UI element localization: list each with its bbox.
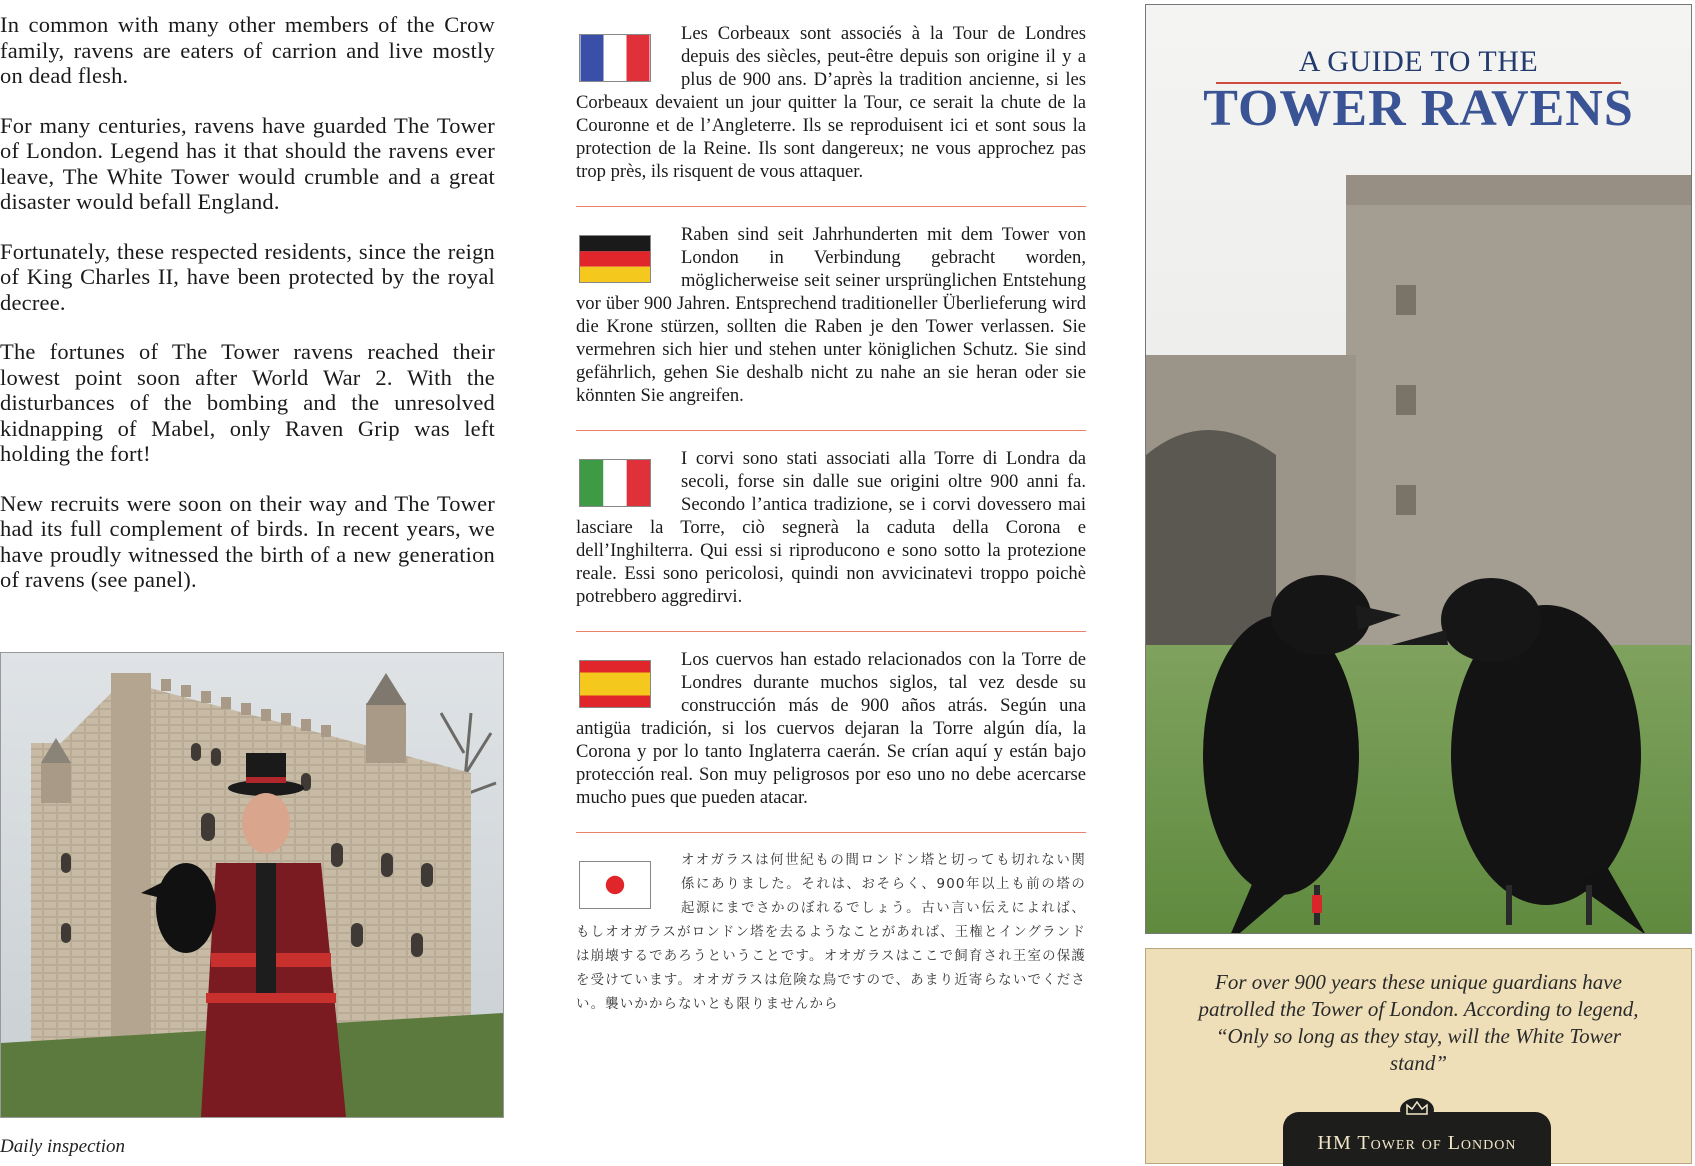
paragraph-new-recruits: New recruits were soon on their way and The Tower had its full complement of birds. In recent years, we have proudly witnessed the birth of a new generation of ravens (see panel). [0, 490, 495, 592]
translations-column [576, 22, 1086, 1017]
divider [576, 206, 1086, 207]
translation-text: Raben sind seit Jahrhunderten mit dem Tower von London in Verbindung gebracht worden, möglicherweise seit seiner ursprünglichen Entstehung vor über 900 Jahren. Entsprechend traditioneller Überlieferung wird die Krone stürzen, sollten die Raben je den Tower verlassen. Sie vermehren sich hier und stehen unter königlichen Schutz. Sie sind gefährlich, gehen Sie deshalb nicht zu nahe an sie heran oder sie könnten Sie angreifen. [576, 224, 1086, 406]
translation-italian [576, 447, 1086, 608]
spain-flag-icon [579, 660, 651, 708]
germany-flag-icon [579, 235, 651, 283]
translation-spanish [576, 648, 1086, 809]
translation-french [576, 22, 1086, 183]
badge-label: HM Tower of London [1317, 1132, 1517, 1154]
translation-japanese [576, 849, 1086, 1017]
ravens-photo [1146, 5, 1691, 933]
crown-icon [1399, 1096, 1435, 1122]
paragraph-royal-decree: Fortunately, these respected residents, since the reign of King Charles II, have been protected by the royal decree. [0, 238, 495, 315]
paragraph-guardians: For many centuries, ravens have guarded The Tower of London. Legend has it that should the ravens ever leave, The White Tower would crumble and a great disaster would befall England. [0, 112, 495, 214]
paragraph-world-war: The fortunes of The Tower ravens reached their lowest point soon after World War 2. With the disturbances of the bombing and the unresolved kidnapping of Mabel, only Raven Grip was left holding the fort! [0, 339, 495, 466]
japan-flag-icon [579, 861, 651, 909]
translation-text: Los cuervos han estado relacionados con la Torre de Londres durante muchos siglos, tal vez desde su construcción más de 900 años atrás. Según una antigüa tradición, si los cuervos dejaran la Torre algún día, la Corona y por lo tanto Inglaterra caerán. Se crían aquí y están bajo protección real. Son muy peligrosos por eso uno no debe acercarse mucho pues que pueden atacar. [576, 649, 1086, 808]
translation-text: Les Corbeaux sont associés à la Tour de Londres depuis des siècles, peut-être depuis son origine il y a plus de 900 ans. D’après la tradition ancienne, si les Corbeaux devaient un jour quitter la Tour, ce serait la chute de la Couronne et de l’Angleterre. Ils se reproduisent ici et sont sous la protection de la Reine. Ils sont dangereux; ne vous approchez pas trop près, ils risquent de vous attaquer. [576, 23, 1086, 182]
paragraph-crow-family: In common with many other members of the Crow family, ravens are eaters of carrion and live mostly on dead flesh. [0, 12, 495, 88]
cover-title: TOWER RAVENS [1203, 80, 1634, 137]
france-flag-icon [579, 34, 651, 82]
translation-text: I corvi sono stati associati alla Torre di Londra da secoli, forse sin dalle sue origini oltre 900 anni fa. Secondo l’antica tradizione, se i corvi dovessero mai lasciare la Torre, ciò segnerà la caduta della Corona e dell’Inghilterra. Qui essi si riproducono e sono sotto la protezione reale. Essi sono pericolosi, quindi non avvicinatevi troppo poichè potrebbero aggredirvi. [576, 448, 1086, 607]
translation-german [576, 223, 1086, 407]
divider [576, 430, 1086, 431]
cover-photo [1145, 4, 1692, 934]
photo-caption: Daily inspection [0, 1136, 126, 1157]
cover-subtitle: A GUIDE TO THE [1298, 45, 1539, 78]
hm-tower-badge [1283, 1112, 1551, 1166]
yeoman-warder-photo [0, 652, 504, 1118]
left-column [0, 12, 495, 617]
divider [576, 832, 1086, 833]
divider [576, 631, 1086, 632]
italy-flag-icon [579, 459, 651, 507]
cover-panel [1145, 4, 1693, 1162]
translation-text: オオガラスは何世紀もの間ロンドン塔と切っても切れない関係にありました。それは、おそらく、900年以上も前の塔の起源にまでさかのぼれるでしょう。古い言い伝えによれば、もしオオガラスがロンドン塔を去るようなことがあれば、王権とイングランドは崩壊するであろうということです。オオガラスはここで飼育され王室の保護を受けています。オオガラスは危険な鳥ですので、あまり近寄らないでください。襲いかからないとも限りませんから [576, 853, 1086, 1012]
legend-quote: For over 900 years these unique guardians have patrolled the Tower of London. According to legend, “Only so long as they stay, will the White Tower stand” [1198, 970, 1639, 1075]
